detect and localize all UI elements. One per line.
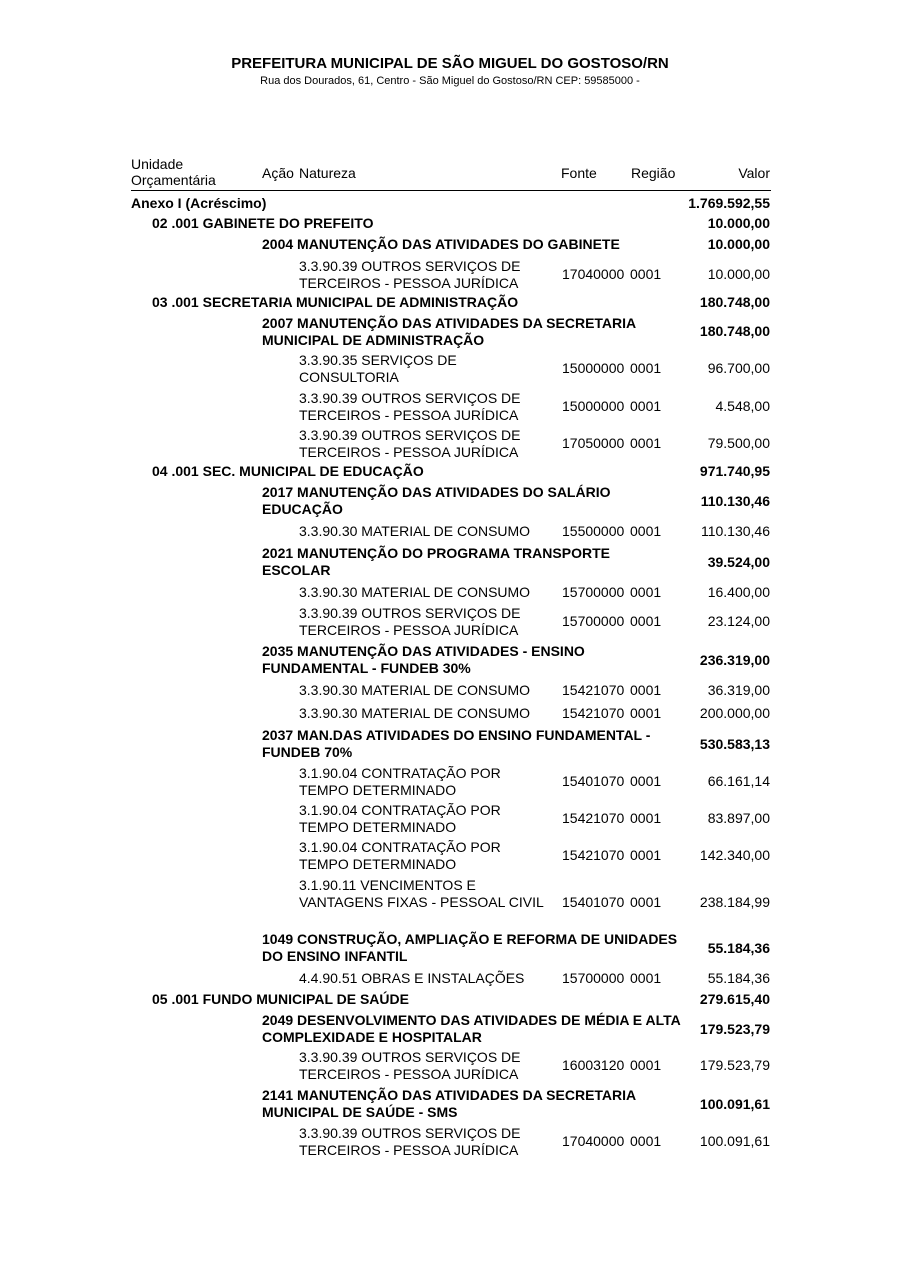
row-label: 3.1.90.11 VENCIMENTOS E VANTAGENS FIXAS - PESSOAL CIVIL <box>299 877 544 910</box>
row-regiao: 0001 <box>630 705 662 721</box>
row-label: 3.1.90.04 CONTRATAÇÃO POR TEMPO DETERMINADO <box>299 839 501 872</box>
row-value: 16.400,00 <box>707 584 770 600</box>
row-fonte: 15421070 <box>562 847 625 863</box>
row-value: 238.184,99 <box>699 894 770 910</box>
row-label: 3.1.90.04 CONTRATAÇÃO POR TEMPO DETERMINADO <box>299 765 501 798</box>
row-fonte: 15401070 <box>562 773 625 789</box>
row-label: 3.3.90.30 MATERIAL DE CONSUMO <box>299 523 531 539</box>
row-value: 971.740,95 <box>699 463 770 479</box>
row-value: 179.523,79 <box>699 1021 770 1037</box>
row-value: 55.184,36 <box>707 940 770 956</box>
row-label: 02 .001 GABINETE DO PREFEITO <box>152 215 374 231</box>
row-value: 200.000,00 <box>699 705 770 721</box>
row-label: 05 .001 FUNDO MUNICIPAL DE SAÚDE <box>152 991 409 1007</box>
row-fonte: 15000000 <box>562 360 625 376</box>
row-label: 2035 MANUTENÇÃO DAS ATIVIDADES - ENSINO FUNDAMENTAL - FUNDEB 30% <box>262 643 585 676</box>
row-value: 23.124,00 <box>707 613 770 629</box>
row-value: 110.130,46 <box>700 523 770 539</box>
column-header-valor: Valor <box>738 165 770 181</box>
row-regiao: 0001 <box>630 970 662 986</box>
row-fonte: 15700000 <box>562 970 625 986</box>
row-label: 2141 MANUTENÇÃO DAS ATIVIDADES DA SECRETARIA MUNICIPAL DE SAÚDE - SMS <box>262 1087 636 1120</box>
column-header-unidade-line1: Unidade <box>131 156 184 172</box>
header-divider <box>131 190 771 191</box>
row-label: 3.3.90.39 OUTROS SERVIÇOS DE TERCEIROS - PESSOA JURÍDICA <box>299 258 521 291</box>
row-fonte: 15401070 <box>562 894 625 910</box>
row-value: 110.130,46 <box>700 493 770 509</box>
row-label: 3.3.90.39 OUTROS SERVIÇOS DE TERCEIROS - PESSOA JURÍDICA <box>299 605 521 638</box>
row-value: 10.000,00 <box>707 215 770 231</box>
row-value: 79.500,00 <box>707 435 770 451</box>
column-header-unidade <box>131 156 216 188</box>
row-regiao: 0001 <box>630 773 662 789</box>
row-regiao: 0001 <box>630 810 662 826</box>
column-header-unidade-line2: Orçamentária <box>131 172 216 188</box>
row-label: 04 .001 SEC. MUNICIPAL DE EDUCAÇÃO <box>152 463 424 479</box>
row-regiao: 0001 <box>630 398 662 414</box>
column-header-natureza: Natureza <box>299 165 356 181</box>
row-label: 3.3.90.39 OUTROS SERVIÇOS DE TERCEIROS - PESSOA JURÍDICA <box>299 1125 521 1158</box>
row-fonte: 15000000 <box>562 398 625 414</box>
row-label: 2007 MANUTENÇÃO DAS ATIVIDADES DA SECRETARIA MUNICIPAL DE ADMINISTRAÇÃO <box>262 315 636 348</box>
row-regiao: 0001 <box>630 1133 662 1149</box>
row-value: 96.700,00 <box>707 360 770 376</box>
column-header-fonte: Fonte <box>561 165 597 181</box>
row-regiao: 0001 <box>630 584 662 600</box>
row-fonte: 15421070 <box>562 810 625 826</box>
row-regiao: 0001 <box>630 847 662 863</box>
row-value: 279.615,40 <box>699 991 770 1007</box>
row-label: 3.3.90.39 OUTROS SERVIÇOS DE TERCEIROS - PESSOA JURÍDICA <box>299 427 521 460</box>
row-label: 3.3.90.30 MATERIAL DE CONSUMO <box>299 682 531 698</box>
row-label: 4.4.90.51 OBRAS E INSTALAÇÕES <box>299 970 525 986</box>
row-label: 03 .001 SECRETARIA MUNICIPAL DE ADMINISTRAÇÃO <box>152 294 519 310</box>
row-label: 3.3.90.39 OUTROS SERVIÇOS DE TERCEIROS - PESSOA JURÍDICA <box>299 1049 521 1082</box>
row-label: 3.1.90.04 CONTRATAÇÃO POR TEMPO DETERMINADO <box>299 802 501 835</box>
row-value: 10.000,00 <box>707 266 770 282</box>
row-value: 180.748,00 <box>699 294 770 310</box>
row-value: 1.769.592,55 <box>688 195 770 211</box>
row-value: 66.161,14 <box>707 773 770 789</box>
row-fonte: 15421070 <box>562 682 625 698</box>
row-label: 3.3.90.30 MATERIAL DE CONSUMO <box>299 584 531 600</box>
row-regiao: 0001 <box>630 523 662 539</box>
row-regiao: 0001 <box>630 894 662 910</box>
row-regiao: 0001 <box>630 613 662 629</box>
column-header-acao: Ação <box>262 165 294 181</box>
row-fonte: 15500000 <box>562 523 625 539</box>
row-value: 36.319,00 <box>707 682 770 698</box>
row-label: 1049 CONSTRUÇÃO, AMPLIAÇÃO E REFORMA DE UNIDADES DO ENSINO INFANTIL <box>262 931 678 964</box>
row-value: 10.000,00 <box>707 236 770 252</box>
row-value: 236.319,00 <box>699 652 770 668</box>
row-fonte: 17050000 <box>562 435 625 451</box>
row-fonte: 15700000 <box>562 584 625 600</box>
row-fonte: 15700000 <box>562 613 625 629</box>
row-value: 39.524,00 <box>707 554 770 570</box>
row-value: 180.748,00 <box>699 323 770 339</box>
row-value: 142.340,00 <box>699 847 770 863</box>
row-label: 2021 MANUTENÇÃO DO PROGRAMA TRANSPORTE ESCOLAR <box>262 545 610 578</box>
document-title: PREFEITURA MUNICIPAL DE SÃO MIGUEL DO GOSTOSO/RN <box>231 55 669 72</box>
row-regiao: 0001 <box>630 435 662 451</box>
row-label: 2049 DESENVOLVIMENTO DAS ATIVIDADES DE MÉDIA E ALTA COMPLEXIDADE E HOSPITALAR <box>262 1012 681 1045</box>
row-label: 3.3.90.30 MATERIAL DE CONSUMO <box>299 705 531 721</box>
row-label: Anexo I (Acréscimo) <box>131 195 267 211</box>
row-fonte: 16003120 <box>562 1057 625 1073</box>
row-fonte: 17040000 <box>562 266 625 282</box>
row-value: 55.184,36 <box>707 970 770 986</box>
row-value: 100.091,61 <box>699 1133 770 1149</box>
row-label: 2004 MANUTENÇÃO DAS ATIVIDADES DO GABINETE <box>262 236 620 252</box>
row-fonte: 17040000 <box>562 1133 625 1149</box>
row-value: 179.523,79 <box>699 1057 770 1073</box>
row-regiao: 0001 <box>630 1057 662 1073</box>
column-header-regiao: Região <box>631 165 676 181</box>
document-address: Rua dos Dourados, 61, Centro - São Miguel do Gostoso/RN CEP: 59585000 - <box>260 75 640 87</box>
row-value: 530.583,13 <box>699 736 770 752</box>
row-fonte: 15421070 <box>562 705 625 721</box>
row-value: 83.897,00 <box>707 810 770 826</box>
row-regiao: 0001 <box>630 360 662 376</box>
row-label: 2017 MANUTENÇÃO DAS ATIVIDADES DO SALÁRIO EDUCAÇÃO <box>262 484 611 517</box>
row-label: 3.3.90.39 OUTROS SERVIÇOS DE TERCEIROS - PESSOA JURÍDICA <box>299 390 521 423</box>
row-label: 3.3.90.35 SERVIÇOS DE CONSULTORIA <box>299 352 457 385</box>
row-regiao: 0001 <box>630 266 662 282</box>
row-value: 100.091,61 <box>699 1096 770 1112</box>
row-label: 2037 MAN.DAS ATIVIDADES DO ENSINO FUNDAMENTAL - FUNDEB 70% <box>262 727 651 760</box>
row-regiao: 0001 <box>630 682 662 698</box>
row-value: 4.548,00 <box>715 398 770 414</box>
